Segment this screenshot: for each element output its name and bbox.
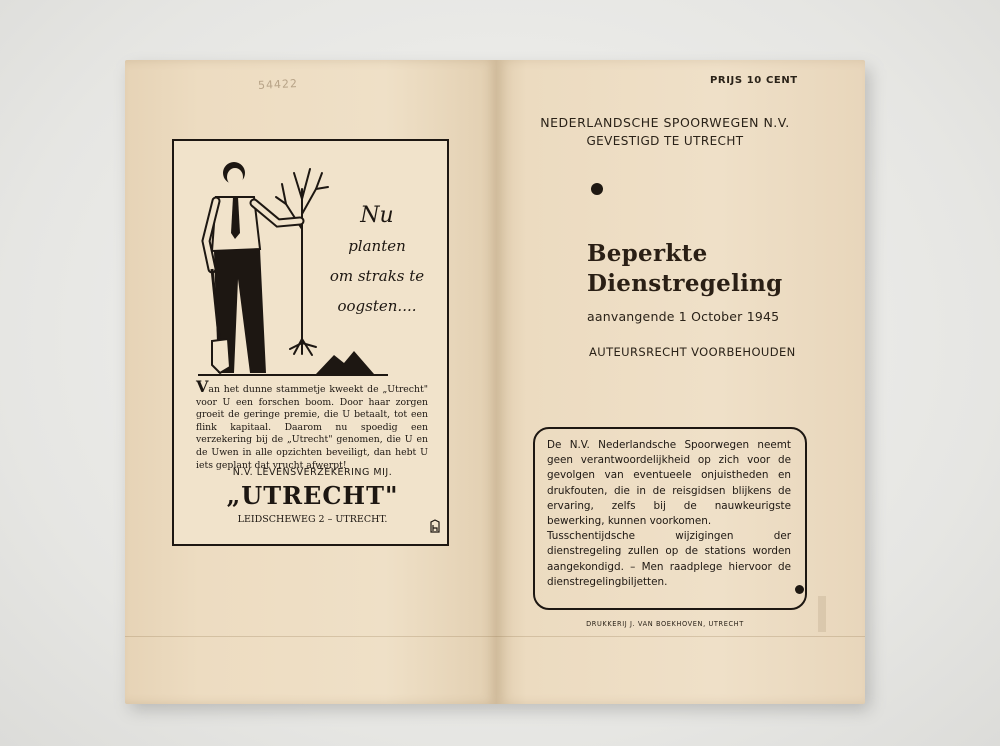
- page-edge-stain: [818, 596, 826, 632]
- slogan-line: om straks te: [329, 267, 425, 285]
- title-line: Dienstregeling: [587, 270, 783, 297]
- slogan-line: Nu: [360, 203, 394, 228]
- ad-body-rest: an het dunne stammetje kweekt de „Utrecht" voor U een forschen boom. Door haar zorgen groeit de geringe premie, die U betaalt, tot een flink kapitaal. Daarom nu spoedig een verzekering bij de „Utrecht" genomen, die U en de Uwen in alle opzichten beveiligt, dan hebt U iets geplant dat vrucht afwerpt!: [196, 384, 428, 471]
- document-title: [587, 239, 827, 299]
- disclaimer-box: [533, 427, 807, 610]
- title-line: Beperkte: [587, 240, 708, 267]
- publisher-name: NEDERLANDSCHE SPOORWEGEN N.V.: [540, 115, 790, 130]
- copyright-notice: AUTEURSRECHT VOORBEHOUDEN: [589, 345, 796, 359]
- bullet-dot: [591, 183, 603, 195]
- publisher-location: GEVESTIGD TE UTRECHT: [586, 134, 744, 148]
- disclaimer-paragraph: Tusschentijdsche wijzigingen der dienstregeling zullen op de stations worden aangekondigd. – Men raadplege hiervoor de dienstregelingbiljetten.: [547, 530, 791, 588]
- price-label: PRIJS 10 CENT: [710, 75, 798, 86]
- ad-slogan: [317, 201, 437, 321]
- ad-body-text: [196, 377, 428, 472]
- ad-address: LEIDSCHEWEG 2 – UTRECHT.: [237, 514, 388, 525]
- ad-company-name: N.V. LEVENSVERZEKERING MIJ.: [232, 467, 393, 478]
- pencil-inventory-note: 54422: [257, 76, 299, 93]
- slogan-line: planten: [348, 237, 406, 255]
- printer-mark-icon: [430, 519, 440, 533]
- fold-crease: [125, 636, 865, 637]
- ad-brand-name: „UTRECHT": [226, 481, 399, 510]
- bullet-dot: [795, 585, 804, 594]
- slogan-line: oogsten....: [337, 297, 417, 315]
- insurance-advertisement: [172, 139, 449, 546]
- disclaimer-paragraph: De N.V. Nederlandsche Spoorwegen neemt geen verantwoordelijkheid op zich voor de gevolgen van eventueele onjuistheden en drukfouten, die in de reisgidsen blijkens de ervaring, zelfs bij de nauwkeurigste bewerking, kunnen voorkomen.: [547, 439, 791, 528]
- drop-cap: V: [196, 377, 209, 396]
- validity-date: aanvangende 1 October 1945: [587, 309, 780, 324]
- printer-credit: DRUKKERIJ J. VAN BOEKHOVEN, UTRECHT: [586, 620, 744, 628]
